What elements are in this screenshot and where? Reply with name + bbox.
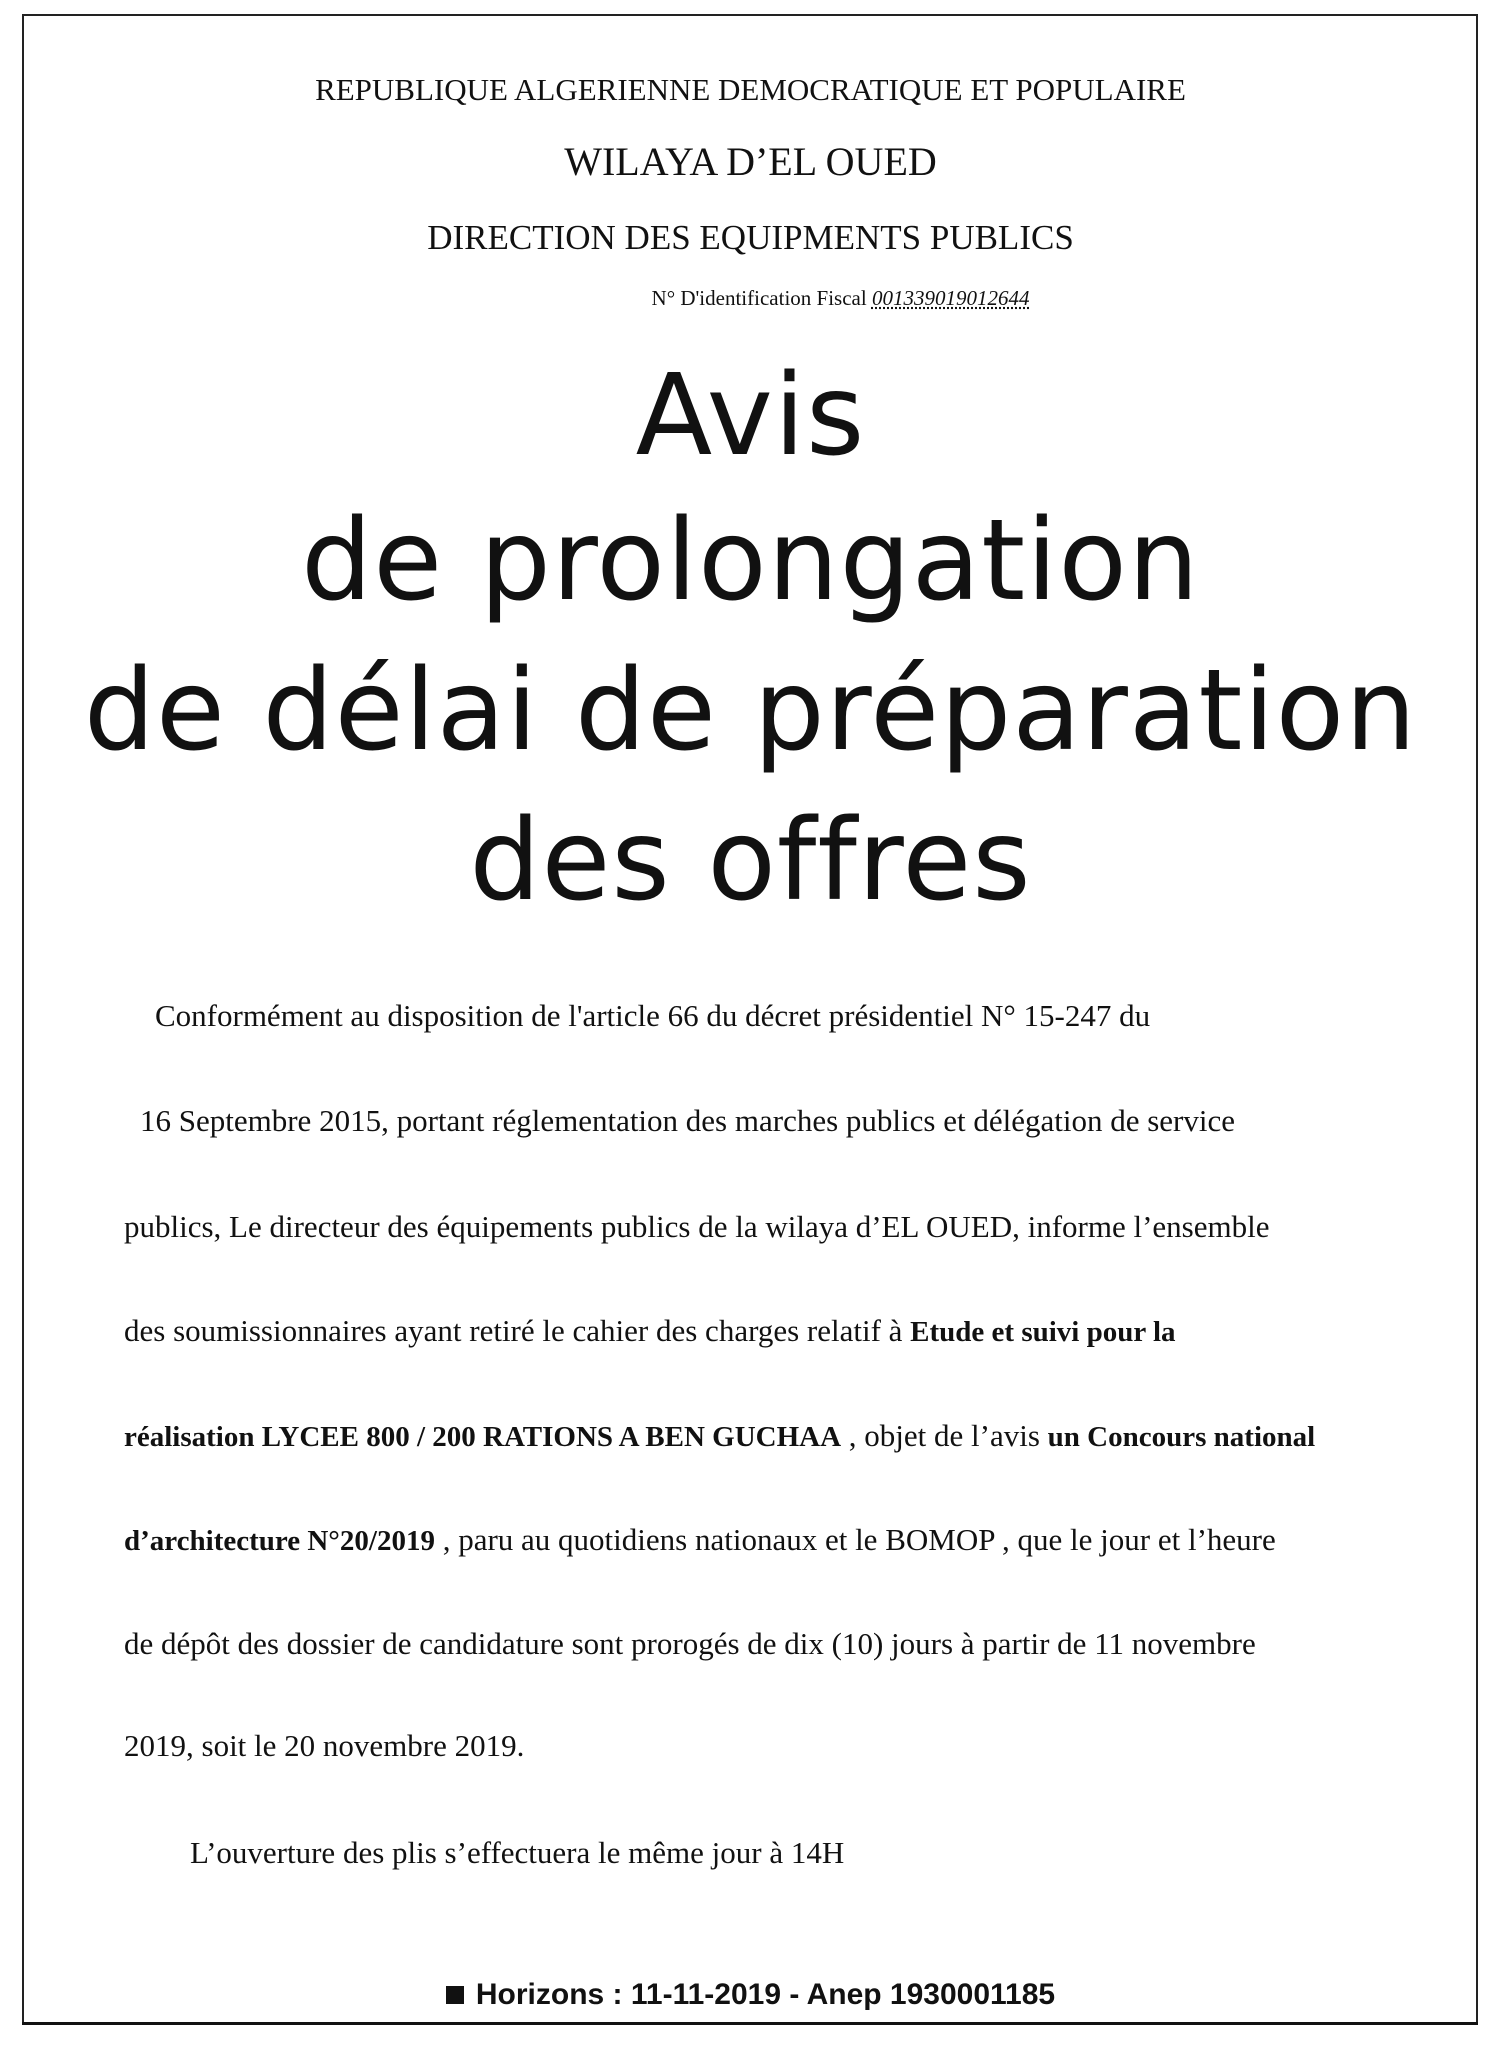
text: des soumissionnaires ayant retiré le cahier des charges relatif à [124, 1313, 911, 1348]
body-line [140, 1103, 1235, 1139]
text: L’ouverture des plis s’effectuera le même jour à 14H [190, 1835, 845, 1870]
text: 2019, soit le 20 novembre 2019. [124, 1728, 525, 1763]
fiscal-number: 001339019012644 [871, 286, 1030, 310]
body-line [190, 1835, 844, 1871]
body-line [124, 1728, 524, 1764]
footer-text: Horizons : 11-11-2019 - Anep 1930001185 [475, 1978, 1056, 2011]
text: de dépôt des dossier de candidature sont prorogés de dix (10) jours à partir de 11 novembre [124, 1626, 1256, 1661]
text: , objet de l’avis [841, 1418, 1048, 1453]
body-line [124, 1209, 1270, 1245]
body-line [124, 1522, 1276, 1558]
square-bullet-icon [446, 1986, 464, 2004]
text: 16 Septembre 2015, portant réglementation des marches publics et délégation de service [140, 1103, 1235, 1138]
title-line: de délai de préparation [83, 646, 1418, 776]
title-line: des offres [469, 796, 1032, 926]
fiscal-label: N° D'identification Fiscal [651, 286, 867, 310]
bold-text: Etude et suivi pour la [910, 1316, 1176, 1348]
republic-heading: REPUBLIQUE ALGERIENNE DEMOCRATIQUE ET POPULAIRE [315, 72, 1186, 107]
bold-text: d’architecture N°20/2019 [124, 1525, 435, 1557]
wilaya-heading: WILAYA D’EL OUED [564, 139, 937, 184]
body-line [155, 998, 1150, 1034]
fiscal-id [90, 286, 1501, 311]
publication-footer [0, 1978, 1501, 2012]
text: publics, Le directeur des équipements publics de la wilaya d’EL OUED, informe l’ensemble [124, 1209, 1270, 1244]
body-line [124, 1313, 1176, 1349]
bold-text: réalisation LYCEE 800 / 200 RATIONS A BEN GUCHAA [124, 1421, 842, 1453]
bold-text: un Concours national [1047, 1421, 1316, 1453]
body-line [124, 1418, 1315, 1454]
text: , paru au quotidiens nationaux et le BOMOP , que le jour et l’heure [434, 1522, 1276, 1557]
bottom-rule [22, 2022, 1478, 2025]
title-line: Avis [635, 351, 866, 481]
title-line: de prolongation [301, 496, 1200, 626]
text: Conformément au disposition de l'article 66 du décret présidentiel N° 15-247 du [155, 998, 1151, 1033]
direction-heading: DIRECTION DES EQUIPMENTS PUBLICS [427, 218, 1074, 257]
body-line [124, 1626, 1256, 1662]
